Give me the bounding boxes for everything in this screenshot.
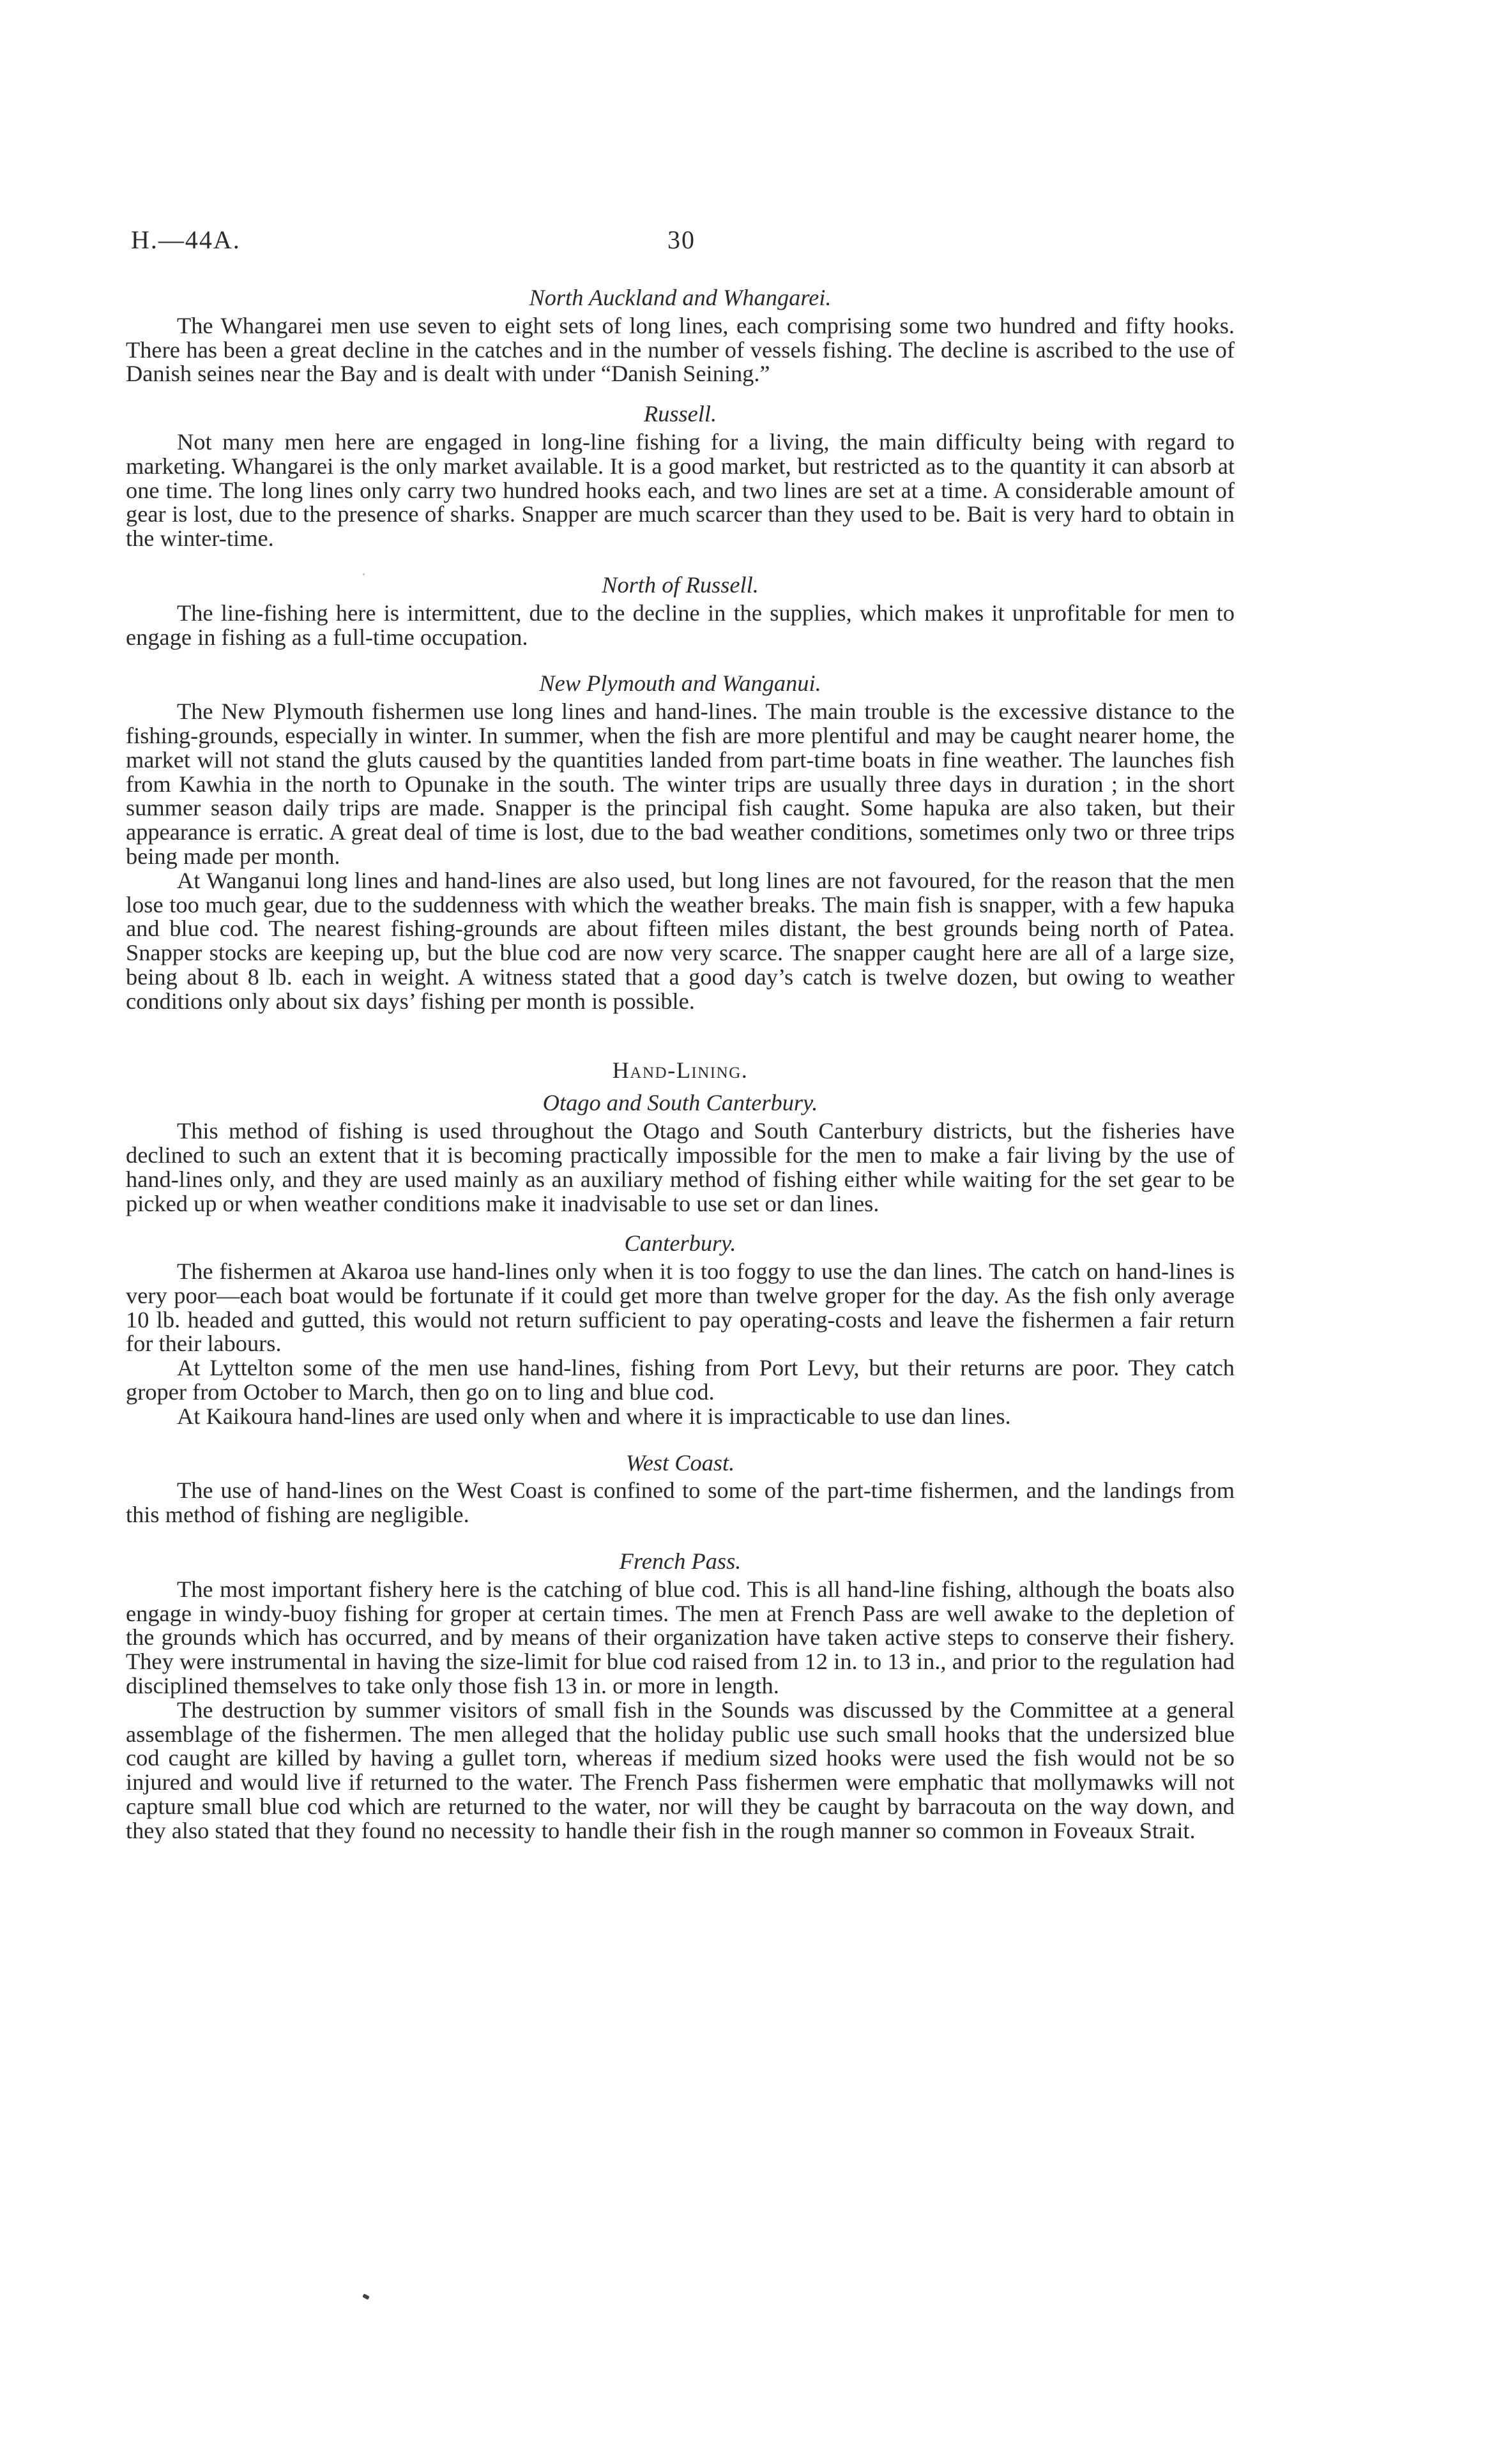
section-title-north-of-russell: North of Russell. [602,571,759,598]
paragraph: The most important fishery here is the catching of blue cod. This is all hand-line fishing, although the boats also engage in windy-buoy fishing for groper at certain times. The men at French Pass are well awake to the depletion of the grounds which has occurred, and by means of their organization have taken active steps to conserve their fishery. They were instrumental in having the size-limit for blue cod raised from 12 in. to 13 in., and prior to the regulation had disciplined themselves to take only those fish 13 in. or more in length. [126,1576,1235,1699]
paragraph: The Whangarei men use seven to eight sets of long lines, each comprising some two hundred and fifty hooks. There has been a great decline in the catches and in the number of vessels fishing. The decline is ascribed to the use of Danish seines near the Bay and is dealt with under “Danish Seining.” [126,312,1235,387]
paragraph: This method of fishing is used throughout the Otago and South Canterbury districts, but the fisheries have declined to such an extent that it is becoming practically impossible for the men to make a fair living by the use of hand-lines only, and they are used mainly as an auxiliary method of fishing either while waiting for the set gear to be picked up or when weather conditions make it inadvisable to use set or dan lines. [126,1118,1235,1216]
paragraph: At Wanganui long lines and hand-lines are also used, but long lines are not favoured, for the reason that the men lose too much gear, due to the suddenness with which the weather breaks. The main fish is snapper, with a few hapuka and blue cod. The nearest fishing-grounds are about fifteen miles distant, the best grounds being north of Patea. Snapper stocks are keeping up, but the blue cod are now very scarce. The snapper caught here are all of a large size, being about 8 lb. each in weight. A witness stated that a good day’s catch is twelve dozen, but owing to weather conditions only about six days’ fishing per month is possible. [126,867,1235,1014]
paragraph: The destruction by summer visitors of small fish in the Sounds was discussed by the Committee at a general assemblage of the fishermen. The men alleged that the holiday public use such small hooks that the undersized blue cod caught are killed by having a gullet torn, whereas if medium sized hooks were used the fish would not be so injured and would live if returned to the water. The French Pass fishermen were emphatic that mollymawks will not capture small blue cod which are returned to the water, nor will they be caught by barracouta on the way down, and they also stated that they found no necessity to handle their fish in the rough manner so common in Foveaux Strait. [126,1697,1235,1843]
page-body [126,286,1235,1843]
paragraph: The fishermen at Akaroa use hand-lines only when it is too foggy to use the dan lines. The catch on hand-lines is very poor—each boat would be fortunate if it could get more than twelve groper for the day. As the fish only average 10 lb. headed and gutted, this would not return sufficient to pay operating-costs and leave the fishermen a fair return for their labours. [126,1258,1235,1357]
scan-speck [363,573,365,575]
section-title-canterbury: Canterbury. [624,1230,736,1257]
paragraph: The line-fishing here is intermittent, due to the decline in the supplies, which makes it unprofitable for men to engage in fishing as a full-time occupation. [126,600,1235,650]
section-title-north-auckland: North Auckland and Whangarei. [529,285,832,310]
paragraph: The use of hand-lines on the West Coast is confined to some of the part-time fishermen, and the landings from this method of fishing are negligible. [126,1478,1235,1528]
page-header [131,225,1233,257]
scan-mark [362,2294,370,2300]
section-title-west-coast: West Coast. [625,1449,735,1476]
section-title-russell: Russell. [643,401,717,427]
paragraph: Not many men here are engaged in long-line fishing for a living, the main difficulty being with regard to marketing. Whangarei is the only market available. It is a good market, but restricted as to the quantity it can absorb at one time. The long lines only carry two hundred hooks each, and two lines are set at a time. A considerable amount of gear is lost, due to the presence of sharks. Snapper are much scarcer than they used to be. Bait is very hard to obtain in the winter-time. [126,428,1235,552]
page-number: 30 [667,225,696,254]
paragraph: At Lyttelton some of the men use hand-lines, fishing from Port Levy, but their returns are poor. They catch groper from October to March, then go on to ling and blue cod. [126,1355,1235,1405]
document-reference: H.—44A. [131,225,241,254]
section-title-new-plymouth: New Plymouth and Wanganui. [539,670,821,697]
major-title-hand-lining: Hand-Lining. [612,1057,749,1083]
section-title-french-pass: French Pass. [619,1548,742,1575]
section-title-otago: Otago and South Canterbury. [542,1090,818,1116]
paragraph: At Kaikoura hand-lines are used only when and where it is impracticable to use dan lines. [177,1403,1011,1429]
paragraph: The New Plymouth fishermen use long lines and hand-lines. The main trouble is the excessive distance to the fishing-grounds, especially in winter. In summer, when the fish are more plentiful and may be caught nearer home, the market will not stand the gluts caused by the quantities landed from part-time boats in fine weather. The launches fish from Kawhia in the north to Opunake in the south. The winter trips are usually three days in duration ; in the short summer season daily trips are made. Snapper is the principal fish caught. Some hapuka are also taken, but their appearance is erratic. A great deal of time is lost, due to the bad weather conditions, sometimes only two or three trips being made per month. [126,699,1235,869]
